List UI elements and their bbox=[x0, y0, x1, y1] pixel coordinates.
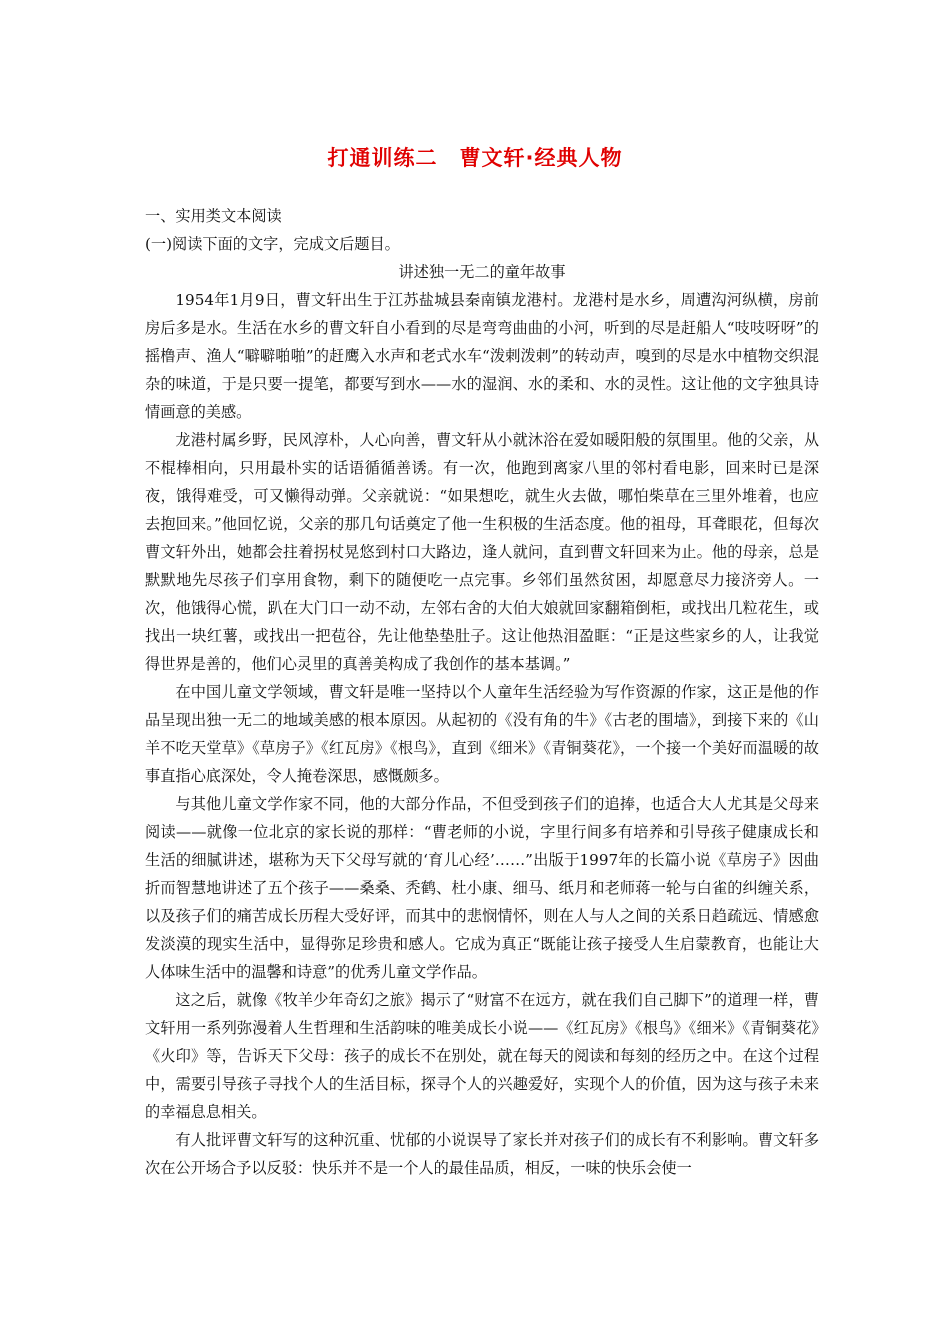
article-title: 讲述独一无二的童年故事 bbox=[398, 263, 566, 281]
paragraph: 这之后，就像《牧羊少年奇幻之旅》揭示了“财富不在远方，就在我们自己脚下”的道理一样，曹文轩用一系列弥漫着人生哲理和生活韵味的唯美成长小说——《红瓦房》《根鸟》《细米》《青铜葵花》《火印》等，告诉天下父母：孩子的成长不在别处，就在每天的阅读和每刻的经历之中。在这个过程中，需要引导孩子寻找个人的生活目标，探寻个人的兴趣爱好，实现个人的价值，因为这与孩子未来的幸福息息相关。 bbox=[145, 991, 819, 1121]
page-title: 打通训练二 曹文轩·经典人物 bbox=[327, 146, 623, 170]
section-heading: 一、实用类文本阅读 bbox=[145, 207, 282, 225]
paragraph: 1954年1月9日，曹文轩出生于江苏盐城县秦南镇龙港村。龙港村是水乡，周遭沟河纵横，房前房后多是水。生活在水乡的曹文轩自小看到的尽是弯弯曲曲的小河，听到的尽是赶船人“吱吱呀呀”的摇橹声、渔人“噼噼啪啪”的赶鹰入水声和老式水车“泼剌泼剌”的转动声，嗅到的尽是水中植物交织混杂的味道，于是只要一提笔，都要写到水——水的湿润、水的柔和、水的灵性。这让他的文字独具诗情画意的美感。 bbox=[145, 291, 819, 421]
paragraph: 与其他儿童文学作家不同，他的大部分作品，不但受到孩子们的追捧，也适合大人尤其是父母来阅读——就像一位北京的家长说的那样：“曹老师的小说，字里行间多有培养和引导孩子健康成长和生活的细腻讲述，堪称为天下父母写就的‘育儿心经’……”出版于1997年的长篇小说《草房子》因曲折而智慧地讲述了五个孩子——桑桑、秃鹤、杜小康、细马、纸月和老师蒋一轮与白雀的纠缠关系，以及孩子们的痛苦成长历程大受好评，而其中的悲悯情怀，则在人与人之间的关系日趋疏远、情感愈发淡漠的现实生活中，显得弥足珍贵和感人。它成为真正“既能让孩子接受人生启蒙教育，也能让大人体味生活中的温馨和诗意”的优秀儿童文学作品。 bbox=[145, 795, 819, 981]
reading-instruction: (一)阅读下面的文字，完成文后题目。 bbox=[145, 235, 400, 253]
paragraph: 在中国儿童文学领域，曹文轩是唯一坚持以个人童年生活经验为写作资源的作家，这正是他的作品呈现出独一无二的地域美感的根本原因。从起初的《没有角的牛》《古老的围墙》，到接下来的《山羊不吃天堂草》《草房子》《红瓦房》《根鸟》，直到《细米》《青铜葵花》，一个接一个美好而温暖的故事直指心底深处，令人掩卷深思，感慨颇多。 bbox=[145, 683, 819, 785]
paragraph: 龙港村属乡野，民风淳朴，人心向善，曹文轩从小就沐浴在爱如暖阳般的氛围里。他的父亲，从不棍棒相向，只用最朴实的话语循循善诱。有一次，他跑到离家八里的邻村看电影，回来时已是深夜，饿得难受，可又懒得动弹。父亲就说：“如果想吃，就生火去做，哪怕柴草在三里外堆着，也应去抱回来。”他回忆说，父亲的那几句话奠定了他一生积极的生活态度。他的祖母，耳聋眼花，但每次曹文轩外出，她都会拄着拐杖晃悠到村口大路边，逢人就问，直到曹文轩回来为止。他的母亲，总是默默地先尽孩子们享用食物，剩下的随便吃一点完事。乡邻们虽然贫困，却愿意尽力接济旁人。一次，他饿得心慌，趴在大门口一动不动，左邻右舍的大伯大娘就回家翻箱倒柜，或找出几粒花生，或找出一块红薯，或找出一把苞谷，先让他垫垫肚子。这让他热泪盈眶：“正是这些家乡的人，让我觉得世界是善的，他们心灵里的真善美构成了我创作的基本基调。” bbox=[145, 431, 819, 673]
paragraph: 有人批评曹文轩写的这种沉重、忧郁的小说误导了家长并对孩子们的成长有不利影响。曹文轩多次在公开场合予以反驳：快乐并不是一个人的最佳品质，相反，一味的快乐会使一 bbox=[145, 1131, 819, 1177]
document-body bbox=[145, 202, 819, 1182]
